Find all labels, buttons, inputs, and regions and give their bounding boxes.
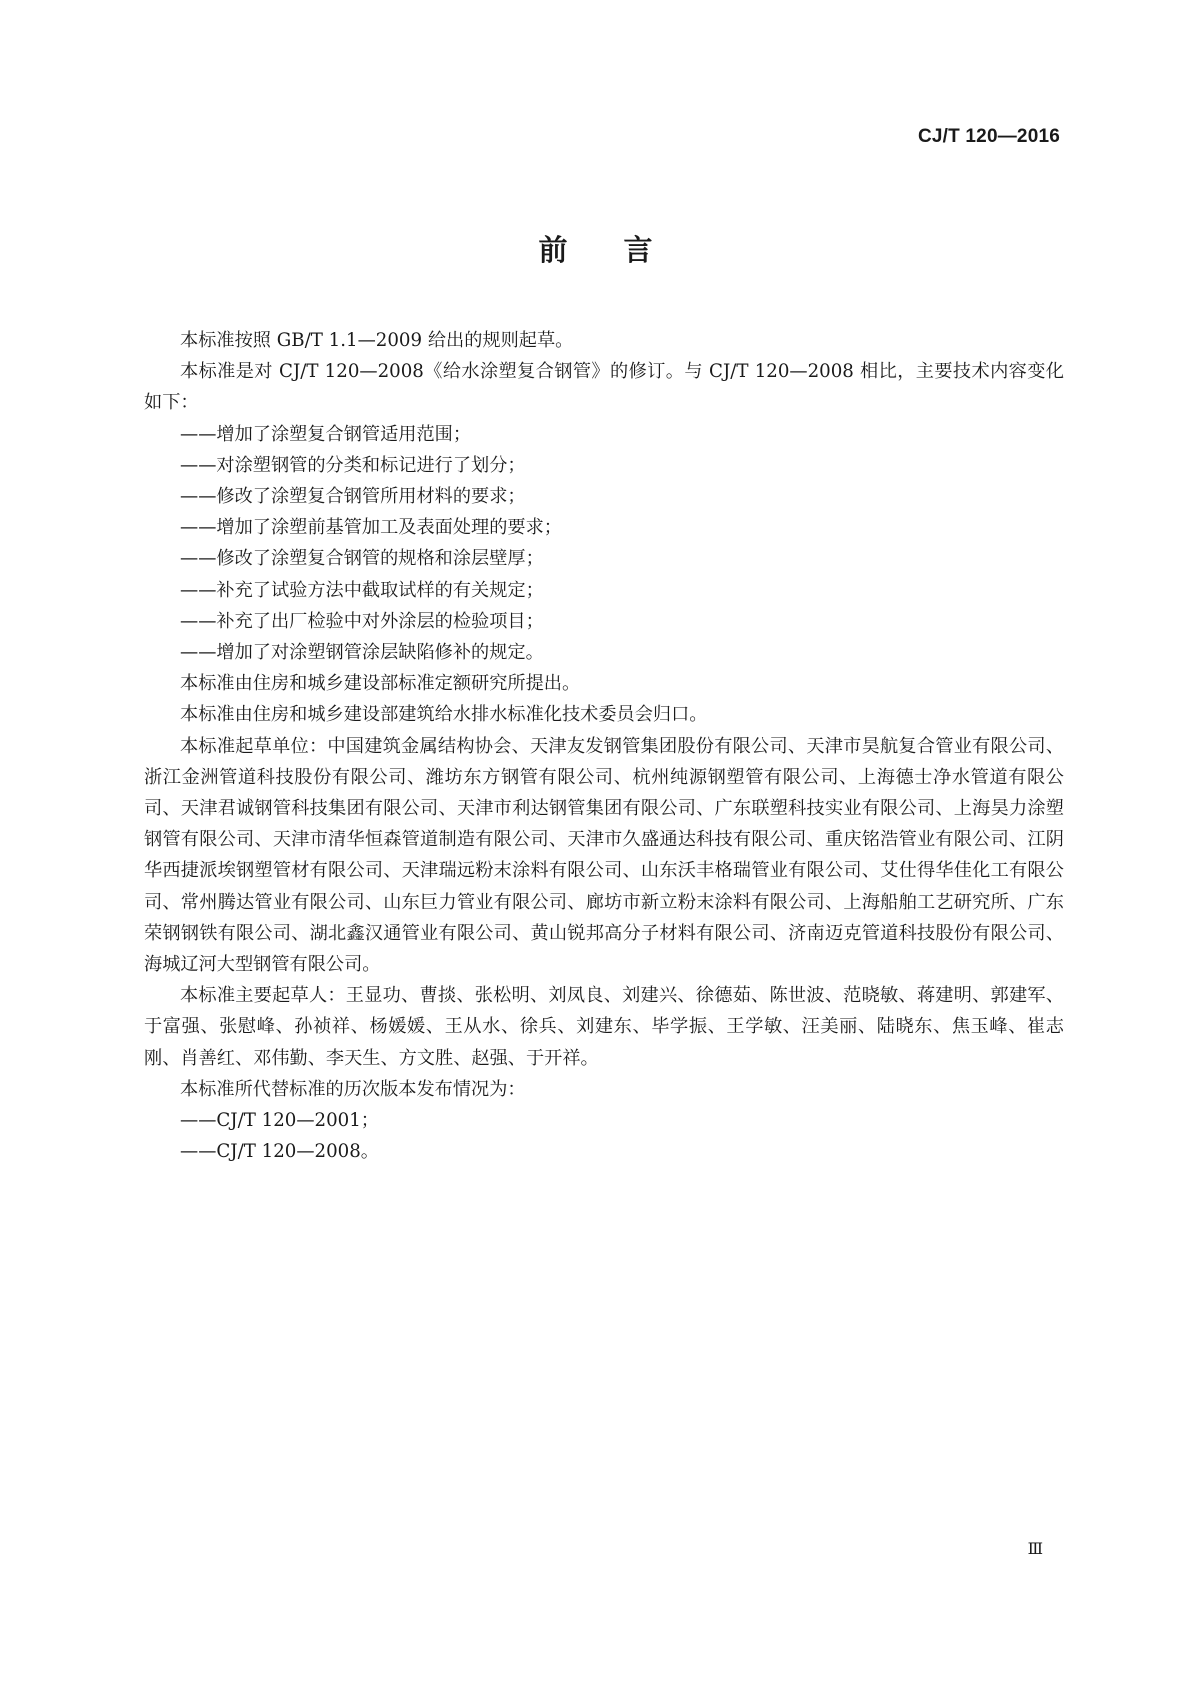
paragraph-committee: 本标准由住房和城乡建设部建筑给水排水标准化技术委员会归口。 [180, 704, 708, 726]
title-char-1: 前 [538, 233, 568, 267]
change-item: ——修改了涂塑复合钢管所用材料的要求； [180, 486, 526, 508]
paragraph-history-intro: 本标准所代替标准的历次版本发布情况为： [180, 1078, 526, 1100]
change-item: ——增加了涂塑前基管加工及表面处理的要求； [180, 517, 562, 539]
change-item: ——修改了涂塑复合钢管的规格和涂层壁厚； [180, 548, 544, 570]
paragraph-drafting-units: 本标准起草单位：中国建筑金属结构协会、天津友发钢管集团股份有限公司、天津市昊航复合管业有限公司、浙江金洲管道科技股份有限公司、潍坊东方钢管有限公司、杭州纯源钢塑管有限公司、上海德士净水管道有限公司、天津君诚钢管科技集团有限公司、天津市利达钢管集团有限公司、广东联塑科技实业有限公司、上海昊力涂塑钢管有限公司、天津市清华恒森管道制造有限公司、天津市久盛通达科技有限公司、重庆铭浩管业有限公司、江阴华西捷派埃钢塑管材有限公司、天津瑞远粉末涂料有限公司、山东沃丰格瑞管业有限公司、艾仕得华佳化工有限公司、常州腾达管业有限公司、山东巨力管业有限公司、廊坊市新立粉末涂料有限公司、上海船舶工艺研究所、广东荣钢钢铁有限公司、湖北鑫汉通管业有限公司、黄山锐邦高分子材料有限公司、济南迈克管道科技股份有限公司、海城辽河大型钢管有限公司。 [144, 735, 1064, 976]
standard-code: CJ/T 120—2016 [917, 126, 1060, 147]
page-number: Ⅲ [1027, 1539, 1043, 1558]
change-item: ——补充了试验方法中截取试样的有关规定； [180, 579, 544, 601]
title-char-2: 言 [623, 233, 653, 267]
change-item: ——增加了涂塑复合钢管适用范围； [180, 423, 472, 445]
paragraph-revision: 本标准是对 CJ/T 120—2008《给水涂塑复合钢管》的修订。与 CJ/T 120—2008 相比，主要技术内容变化如下： [144, 361, 1064, 414]
change-item: ——补充了出厂检验中对外涂层的检验项目； [180, 610, 544, 632]
paragraph-drafting-rules: 本标准按照 GB/T 1.1—2009 给出的规则起草。 [180, 330, 574, 351]
history-item: ——CJ/T 120—2008。 [180, 1141, 379, 1163]
page-title [0, 228, 1191, 269]
foreword-body [144, 325, 1064, 1167]
paragraph-proposer: 本标准由住房和城乡建设部标准定额研究所提出。 [180, 673, 581, 695]
history-item: ——CJ/T 120—2001； [180, 1110, 379, 1132]
change-item: ——增加了对涂塑钢管涂层缺陷修补的规定。 [180, 642, 544, 664]
paragraph-drafters: 本标准主要起草人：王显功、曹掞、张松明、刘凤良、刘建兴、徐德茹、陈世波、范晓敏、蒋建明、郭建军、于富强、张慰峰、孙祯祥、杨媛媛、王从水、徐兵、刘建东、毕学振、王学敏、汪美丽、陆晓东、焦玉峰、崔志刚、肖善红、邓伟勤、李天生、方文胜、赵强、于开祥。 [144, 985, 1064, 1069]
change-item: ——对涂塑钢管的分类和标记进行了划分； [180, 454, 526, 476]
